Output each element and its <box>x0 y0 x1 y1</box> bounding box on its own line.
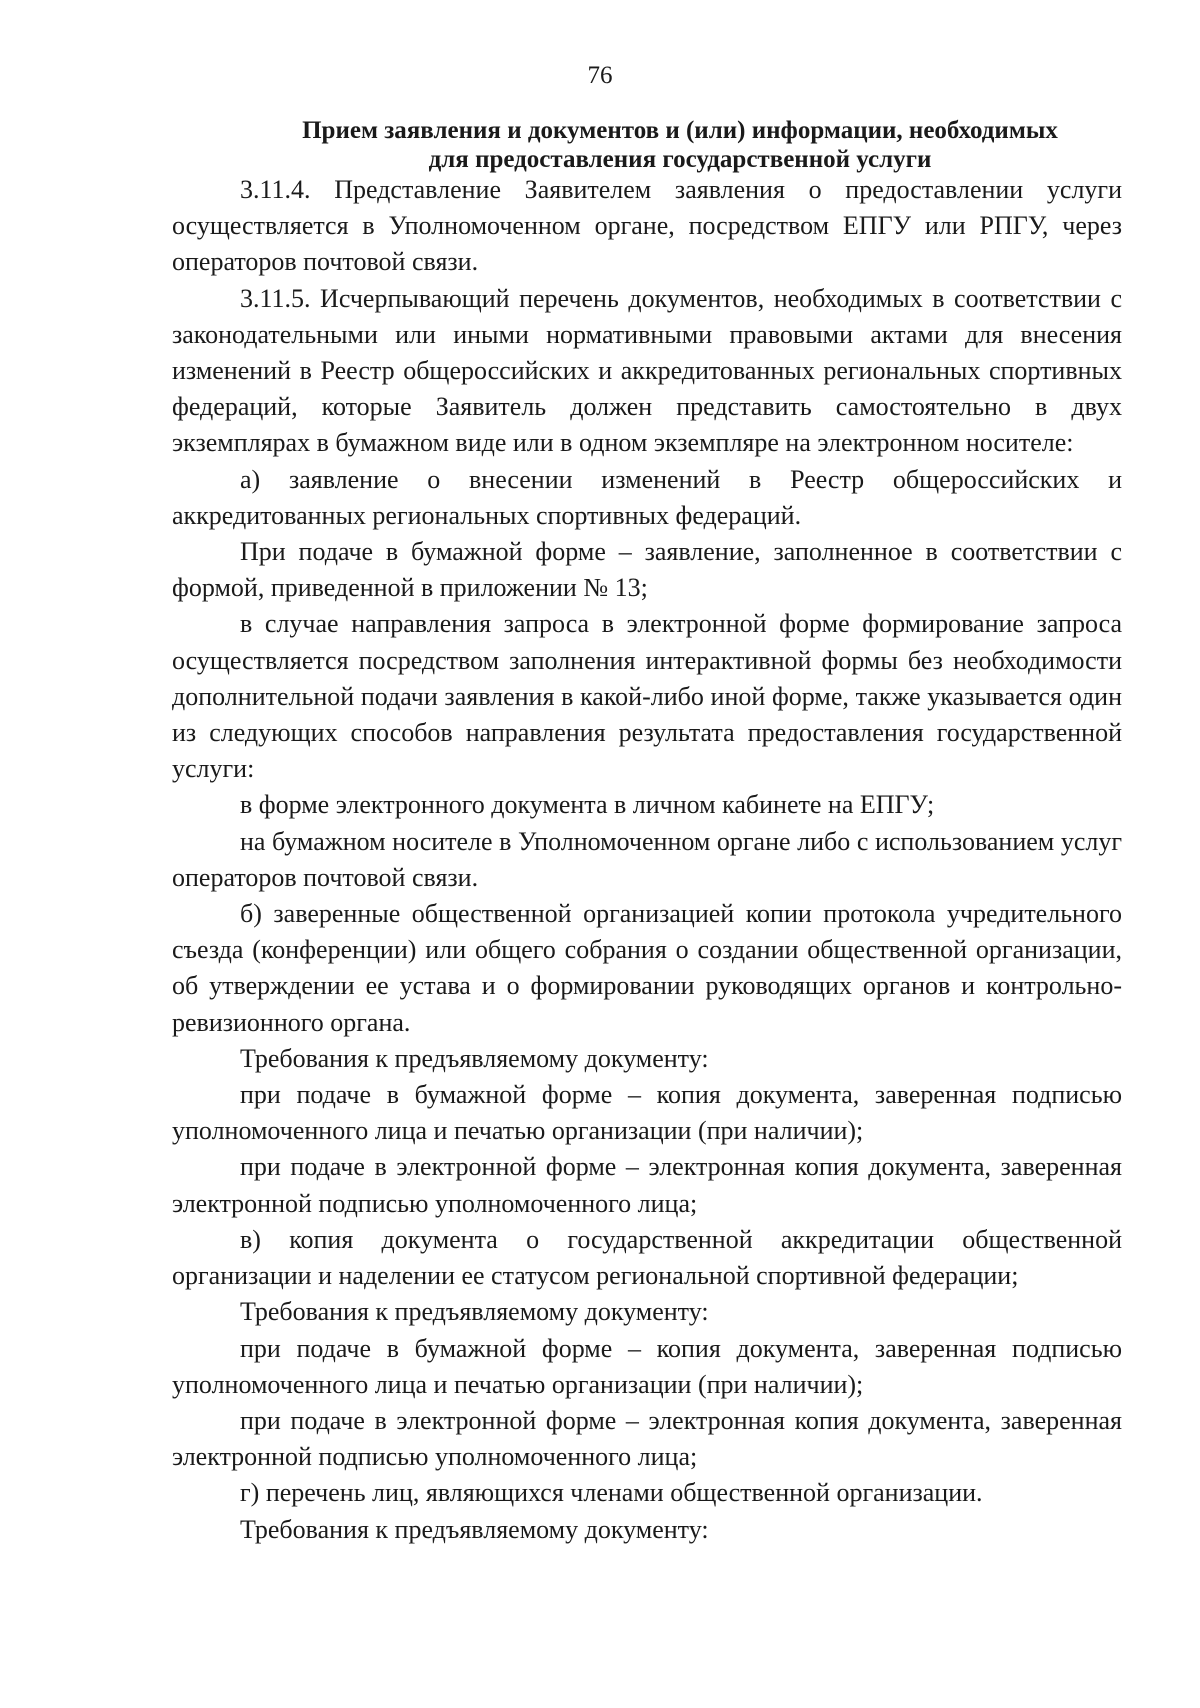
paragraph: При подаче в бумажной форме – заявление, заполненное в соответствии с формой, приведенной в приложении № 13; <box>172 537 1122 603</box>
paragraph: на бумажном носителе в Уполномоченном органе либо с использованием услуг операторов почтовой связи. <box>172 826 1122 892</box>
paragraph-item-v: в) копия документа о государственной аккредитации общественной организации и наделении ее статусом региональной спортивной федерации; <box>172 1224 1122 1291</box>
paragraph: при подаче в электронной форме – электронная копия документа, заверенная электронной подписью уполномоченного лица; <box>172 1405 1122 1472</box>
paragraph-item-b: б) заверенные общественной организацией копии протокола учредительного съезда (конференции) или общего собрания о создании общественной организации, об утверждении ее устава и о формировании руководящих органов и контрольно-ревизионного органа. <box>172 899 1122 1037</box>
paragraph: в случае направления запроса в электронной форме формирование запроса осуществляется посредством заполнения интерактивной формы без необходимости дополнительной подачи заявления в какой-либо иной форме, также указывается один из следующих способов направления результата предоставления государственной услуги: <box>172 609 1122 784</box>
paragraph: Требования к предъявляемому документу: <box>240 1297 709 1327</box>
paragraph: Требования к предъявляемому документу: <box>240 1043 709 1073</box>
paragraph: Требования к предъявляемому документу: <box>240 1514 709 1544</box>
section-heading-line-2: для предоставления государственной услуги <box>428 146 932 173</box>
page-number: 76 <box>587 62 613 89</box>
paragraph: при подаче в бумажной форме – копия документа, заверенная подписью уполномоченного лица и печатью организации (при наличии); <box>172 1080 1122 1146</box>
paragraph: при подаче в бумажной форме – копия документа, заверенная подписью уполномоченного лица и печатью организации (при наличии); <box>172 1333 1122 1399</box>
section-heading <box>250 116 1110 174</box>
paragraph-item-a: а) заявление о внесении изменений в Реестр общероссийских и аккредитованных региональных спортивных федераций. <box>172 464 1122 530</box>
paragraph-3-11-4: 3.11.4. Представление Заявителем заявления о предоставлении услуги осуществляется в Уполномоченном органе, посредством ЕПГУ или РПГУ, через операторов почтовой связи. <box>172 175 1122 277</box>
paragraph-3-11-5: 3.11.5. Исчерпывающий перечень документов, необходимых в соответствии с законодательными или иными нормативными правовыми актами для внесения изменений в Реестр общероссийских и аккредитованных региональных спортивных федераций, которые Заявитель должен представить самостоятельно в двух экземплярах в бумажном виде или в одном экземпляре на электронном носителе: <box>172 283 1122 458</box>
paragraph: при подаче в электронной форме – электронная копия документа, заверенная электронной подписью уполномоченного лица; <box>172 1152 1122 1218</box>
section-heading-line-1: Прием заявления и документов и (или) информации, необходимых <box>302 117 1058 144</box>
paragraph-item-g: г) перечень лиц, являющихся членами общественной организации. <box>240 1478 983 1508</box>
paragraph: в форме электронного документа в личном кабинете на ЕПГУ; <box>240 790 935 820</box>
document-body <box>172 172 1122 1548</box>
